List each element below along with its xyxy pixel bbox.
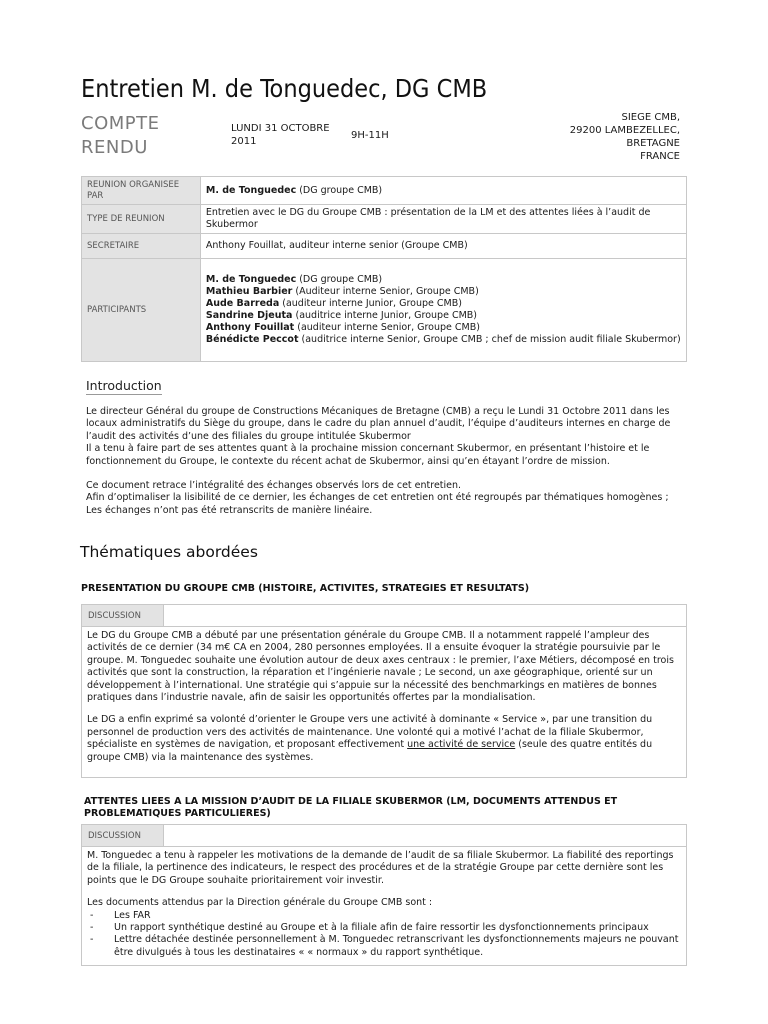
list-item: - Lettre détachée destinée personnellement à M. Tonguedec retranscrivant les dysfonctionnements majeurs ne pouvant être divulgués à tous les destinataires « « normaux » du rapport synthétique.	[87, 934, 681, 959]
participants-label: PARTICIPANTS	[82, 259, 201, 362]
discussion-paragraph: Les documents attendus par la Direction générale du Groupe CMB sont :	[87, 897, 433, 909]
intro-paragraph: Il a tenu à faire part de ses attentes quant à la prochaine mission concernant Skubermor, en présentant l’histoire et le fonctionnement du Groupe, le contexte du récent achat de Skubermor, ainsi qu’en étayant l’ordre de mission.	[86, 443, 650, 467]
participant-role: (DG groupe CMB)	[296, 274, 383, 285]
list-item: - Les FAR	[87, 910, 681, 922]
documents-list	[87, 910, 681, 960]
document-title: Entretien M. de Tonguedec, DG CMB	[81, 74, 488, 103]
participant-role: (auditeur interne Junior, Groupe CMB)	[279, 298, 462, 309]
discussion-header	[81, 824, 687, 846]
discussion-body	[81, 626, 687, 778]
participant-role: (auditeur interne Senior, Groupe CMB)	[294, 322, 480, 333]
address-line: SIEGE CMB,	[621, 112, 680, 123]
participant-name: M. de Tonguedec	[205, 274, 297, 285]
participant-role: (auditrice interne Junior, Groupe CMB)	[292, 310, 477, 321]
section-heading: ATTENTES LIEES A LA MISSION D’AUDIT DE LA FILIALE SKUBERMOR (LM, DOCUMENTS ATTENDUS ET PROBLEMATIQUES PARTICULIERES)	[84, 796, 618, 819]
meeting-date: LUNDI 31 OCTOBRE 2011	[231, 123, 330, 147]
participant-name: Bénédicte Peccot	[205, 334, 299, 345]
intro-paragraph: Le directeur Général du groupe de Constructions Mécaniques de Bretagne (CMB) a reçu le Lundi 31 Octobre 2011 dans les locaux administratifs du Siège du groupe, dans le cadre du plan annuel d’audit, l’équipe d’auditeurs internes en charge de l’audit des activités d’une des filiales du groupe intitulée Skubermor	[86, 406, 671, 442]
rendu-text: RENDU	[81, 137, 148, 158]
compte-text: COMPTE	[81, 113, 160, 134]
meeting-info-table	[81, 176, 687, 362]
discussion-label: DISCUSSION	[82, 825, 164, 846]
secretaire-value: Anthony Fouillat, auditeur interne senior (Groupe CMB)	[200, 234, 686, 259]
participant	[206, 298, 681, 310]
participant	[206, 274, 681, 286]
organisee-label: REUNION ORGANISEE PAR	[82, 177, 201, 205]
participant-role: (auditrice interne Senior, Groupe CMB ; chef de mission audit filiale Skubermor)	[298, 334, 681, 345]
table-row	[82, 177, 687, 205]
organisee-role: (DG groupe CMB)	[296, 184, 383, 196]
compte-rendu-label	[81, 112, 160, 160]
discussion-paragraph: Le DG du Groupe CMB a débuté par une présentation générale du Groupe CMB. Il a notamment rappelé l’ampleur des activités de ce dernier (34 m€ CA en 2004, 280 personnes employées. Il a ensuite évoquer la stratégie poursuivie par le groupe. M. Tonguedec souhaite une évolution autour de deux axes centraux : le premier, l’axe Métiers, décomposé en trois activités que sont la construction, la réparation et l’ingénierie navale ; Le second, un axe géographique, orienté sur un développement à l’international. Une stratégie qui s’appuie sur la nécessité des benchmarkings en matières de bonnes pratiques dans l’industrie navale, afin de saisir les opportunités offertes par la mondialisation.	[87, 630, 674, 704]
introduction-body	[86, 406, 686, 517]
participant-role: (Auditeur interne Senior, Groupe CMB)	[292, 286, 479, 297]
meeting-address	[570, 111, 680, 163]
discussion-header	[81, 604, 687, 626]
list-item: - Un rapport synthétique destiné au Groupe et à la filiale afin de faire ressortir les dysfonctionnements principaux	[87, 922, 681, 934]
type-value: Entretien avec le DG du Groupe CMB : présentation de la LM et des attentes liées à l’audit de Skubermor	[200, 205, 686, 234]
participant-name: Sandrine Djeuta	[205, 310, 293, 321]
themes-heading: Thématiques abordées	[80, 543, 258, 561]
participant	[206, 310, 681, 322]
participant-name: Anthony Fouillat	[205, 322, 295, 333]
meeting-time: 9H-11H	[351, 130, 389, 141]
organisee-value	[200, 177, 686, 205]
section-heading: PRESENTATION DU GROUPE CMB (HISTOIRE, ACTIVITES, STRATEGIES ET RESULTATS)	[81, 583, 530, 594]
introduction-heading: Introduction	[86, 378, 162, 393]
participant-name: Aude Barreda	[205, 298, 280, 309]
intro-paragraph: Ce document retrace l’intégralité des échanges observés lors de cet entretien.	[86, 480, 462, 492]
organisee-name: M. de Tonguedec	[205, 184, 297, 196]
address-line: 29200 LAMBEZELLEC,	[569, 125, 680, 136]
secretaire-label: SECRETAIRE	[82, 234, 201, 259]
table-row	[82, 205, 687, 234]
table-row	[82, 259, 687, 362]
address-line: BRETAGNE	[626, 138, 680, 149]
intro-paragraph: Afin d’optimaliser la lisibilité de ce dernier, les échanges de cet entretien ont été regroupés par thématiques homogènes ; Les échanges n’ont pas été retranscrits de manière linéaire.	[86, 492, 669, 516]
participants-value	[200, 259, 686, 362]
participant	[206, 286, 681, 298]
discussion-paragraph	[87, 714, 681, 764]
participant	[206, 322, 681, 334]
discussion-label: DISCUSSION	[82, 605, 164, 626]
address-line: FRANCE	[640, 151, 680, 162]
discussion-body	[81, 846, 687, 966]
discussion-underlined-text: une activité de service	[407, 739, 516, 751]
discussion-text: Le DG a enfin exprimé sa volonté d’orienter le Groupe vers une activité à dominante « Service », par une transition du personnel de production vers des activités de maintenance. Une volonté qui a motivé l’achat de la filiale Skubermor, spécialiste en systèmes de navigation, et proposant effectivement	[87, 714, 653, 751]
table-row	[82, 234, 687, 259]
participant-name: Mathieu Barbier	[205, 286, 293, 297]
type-label: TYPE DE REUNION	[82, 205, 201, 234]
discussion-text: (seule des quatre entités du groupe CMB) via la maintenance des systèmes.	[87, 739, 653, 763]
participant	[206, 334, 681, 346]
discussion-paragraph: M. Tonguedec a tenu à rappeler les motivations de la demande de l’audit de sa filiale Skubermor. La fiabilité des reportings de la filiale, la pertinence des indicateurs, le respect des procédures et de la stratégie Groupe par cette dernière sont les points que le DG Groupe souhaite prioritairement voir investir.	[87, 850, 674, 886]
